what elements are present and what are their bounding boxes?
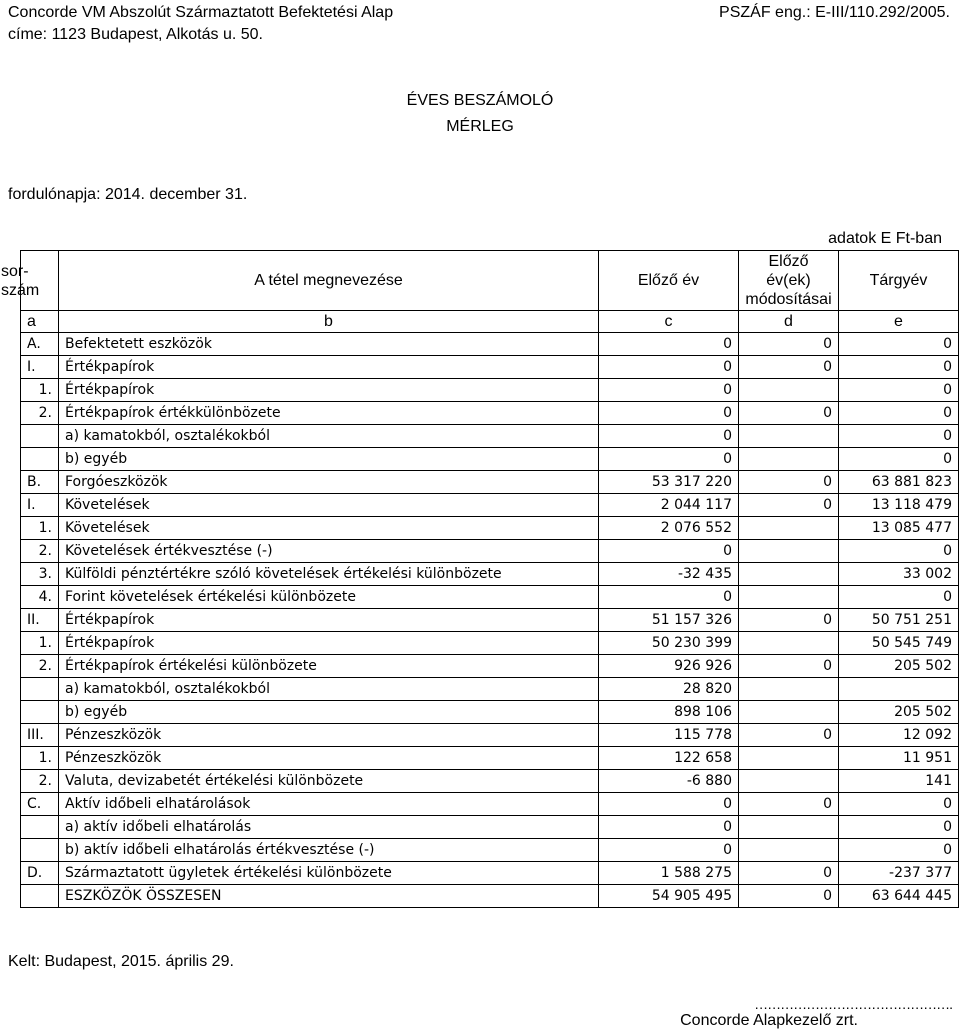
row-name: b) aktív időbeli elhatárolás értékvesztése (-) — [59, 839, 599, 862]
row-mod-value: 0 — [739, 356, 839, 379]
row-curr-value: 11 951 — [839, 747, 959, 770]
fund-address: címe: 1123 Budapest, Alkotás u. 50. — [8, 26, 263, 43]
row-name: a) kamatokból, osztalékokból — [59, 678, 599, 701]
row-name: Értékpapírok — [59, 632, 599, 655]
row-serial: II. — [21, 609, 59, 632]
row-curr-value: 0 — [839, 356, 959, 379]
row-curr-value: 63 644 445 — [839, 885, 959, 908]
row-mod-value: 0 — [739, 793, 839, 816]
row-name: Aktív időbeli elhatárolások — [59, 793, 599, 816]
row-name: Valuta, devizabetét értékelési különbözete — [59, 770, 599, 793]
row-name: b) egyéb — [59, 448, 599, 471]
row-prev-value: 0 — [599, 839, 739, 862]
row-mod-value — [739, 816, 839, 839]
table-row — [21, 563, 959, 586]
col-name-header: A tétel megnevezése — [59, 251, 599, 311]
row-mod-value — [739, 678, 839, 701]
row-mod-value — [739, 701, 839, 724]
fund-header — [8, 2, 393, 46]
row-prev-value: 2 076 552 — [599, 517, 739, 540]
row-prev-value: 1 588 275 — [599, 862, 739, 885]
col-mod-header — [739, 251, 839, 311]
row-name: Értékpapírok — [59, 356, 599, 379]
table-row — [21, 632, 959, 655]
row-serial — [21, 425, 59, 448]
row-mod-value — [739, 540, 839, 563]
row-serial — [21, 816, 59, 839]
row-curr-value — [839, 678, 959, 701]
row-serial — [21, 448, 59, 471]
row-curr-value: 0 — [839, 402, 959, 425]
fund-name: Concorde VM Abszolút Származtatott Befektetési Alap — [8, 4, 394, 21]
row-prev-value: 0 — [599, 402, 739, 425]
row-serial: 2. — [21, 540, 59, 563]
row-curr-value: 0 — [839, 816, 959, 839]
row-name: Származtatott ügyletek értékelési különbözete — [59, 862, 599, 885]
unit-note: adatok E Ft-ban — [828, 230, 942, 247]
signed-place-date: Kelt: Budapest, 2015. április 29. — [8, 953, 234, 970]
table-row — [21, 770, 959, 793]
row-serial — [21, 839, 59, 862]
row-mod-value: 0 — [739, 333, 839, 356]
table-row — [21, 678, 959, 701]
company-name: Concorde Alapkezelő zrt. — [680, 1012, 858, 1029]
row-name: Pénzeszközök — [59, 724, 599, 747]
row-prev-value: 2 044 117 — [599, 494, 739, 517]
row-curr-value: 141 — [839, 770, 959, 793]
row-name: Külföldi pénztértékre szóló követelések értékelési különbözete — [59, 563, 599, 586]
column-letter-row — [21, 311, 959, 333]
sheet-title: MÉRLEG — [446, 118, 514, 135]
row-serial — [21, 701, 59, 724]
row-prev-value: 898 106 — [599, 701, 739, 724]
letter-c: c — [599, 311, 739, 333]
row-curr-value: 13 085 477 — [839, 517, 959, 540]
row-name: Forgóeszközök — [59, 471, 599, 494]
col-serial-header — [1, 251, 39, 311]
row-serial: 3. — [21, 563, 59, 586]
signature-line: ………………………………………. — [754, 996, 952, 1012]
row-mod-value — [739, 586, 839, 609]
row-serial: 1. — [21, 517, 59, 540]
row-curr-value: 205 502 — [839, 655, 959, 678]
row-curr-value: 0 — [839, 839, 959, 862]
row-serial: 1. — [21, 747, 59, 770]
table-row — [21, 816, 959, 839]
row-serial: C. — [21, 793, 59, 816]
row-serial — [21, 885, 59, 908]
row-curr-value: -237 377 — [839, 862, 959, 885]
row-curr-value: 33 002 — [839, 563, 959, 586]
row-curr-value: 0 — [839, 793, 959, 816]
row-prev-value: 0 — [599, 816, 739, 839]
row-prev-value: -32 435 — [599, 563, 739, 586]
table-row — [21, 839, 959, 862]
report-title: ÉVES BESZÁMOLÓ — [406, 92, 554, 109]
row-prev-value: 0 — [599, 425, 739, 448]
row-prev-value: 0 — [599, 793, 739, 816]
row-serial: I. — [21, 356, 59, 379]
table-row — [21, 793, 959, 816]
row-mod-value — [739, 839, 839, 862]
row-prev-value: 28 820 — [599, 678, 739, 701]
table-row — [21, 494, 959, 517]
row-mod-value — [739, 425, 839, 448]
col-curr-header: Tárgyév — [839, 251, 959, 311]
row-curr-value: 13 118 479 — [839, 494, 959, 517]
table-header-row — [21, 251, 959, 311]
table-row — [21, 448, 959, 471]
row-name: Értékpapírok — [59, 379, 599, 402]
row-curr-value: 0 — [839, 540, 959, 563]
row-curr-value: 205 502 — [839, 701, 959, 724]
col-prev-header: Előző év — [599, 251, 739, 311]
row-name: Értékpapírok értékelési különbözete — [59, 655, 599, 678]
table-row — [21, 471, 959, 494]
col-serial-line2: szám — [1, 281, 40, 299]
row-serial: 1. — [21, 632, 59, 655]
row-mod-value — [739, 632, 839, 655]
row-curr-value: 50 751 251 — [839, 609, 959, 632]
row-serial: 4. — [21, 586, 59, 609]
row-name: Forint követelések értékelési különbözete — [59, 586, 599, 609]
row-name: Értékpapírok — [59, 609, 599, 632]
col-mod-line2: módosításai — [745, 291, 832, 308]
row-mod-value: 0 — [739, 494, 839, 517]
row-curr-value: 63 881 823 — [839, 471, 959, 494]
row-name: a) kamatokból, osztalékokból — [59, 425, 599, 448]
col-mod-line1: Előző év(ek) — [766, 253, 811, 289]
table-row — [21, 747, 959, 770]
row-serial: 1. — [21, 379, 59, 402]
row-prev-value: 51 157 326 — [599, 609, 739, 632]
row-mod-value — [739, 448, 839, 471]
row-name: a) aktív időbeli elhatárolás — [59, 816, 599, 839]
row-mod-value: 0 — [739, 655, 839, 678]
row-mod-value — [739, 747, 839, 770]
row-name: ESZKÖZÖK ÖSSZESEN — [59, 885, 599, 908]
balance-date: fordulónapja: 2014. december 31. — [8, 186, 248, 203]
table-row — [21, 356, 959, 379]
row-serial: III. — [21, 724, 59, 747]
table-row — [21, 701, 959, 724]
table-row — [21, 540, 959, 563]
row-name: Követelések értékvesztése (-) — [59, 540, 599, 563]
row-curr-value: 0 — [839, 379, 959, 402]
row-serial — [21, 678, 59, 701]
table-row — [21, 402, 959, 425]
table-row — [21, 333, 959, 356]
row-prev-value: 926 926 — [599, 655, 739, 678]
table-row — [21, 609, 959, 632]
row-mod-value: 0 — [739, 609, 839, 632]
table-row — [21, 379, 959, 402]
row-mod-value — [739, 517, 839, 540]
letter-a: a — [21, 311, 59, 333]
letter-e: e — [839, 311, 959, 333]
row-prev-value: 0 — [599, 356, 739, 379]
row-serial: 2. — [21, 770, 59, 793]
table-row — [21, 517, 959, 540]
row-prev-value: 122 658 — [599, 747, 739, 770]
row-mod-value — [739, 379, 839, 402]
row-serial: B. — [21, 471, 59, 494]
row-curr-value: 0 — [839, 333, 959, 356]
row-curr-value: 0 — [839, 586, 959, 609]
row-serial: 2. — [21, 402, 59, 425]
row-curr-value: 50 545 749 — [839, 632, 959, 655]
row-curr-value: 0 — [839, 448, 959, 471]
row-prev-value: 54 905 495 — [599, 885, 739, 908]
row-curr-value: 12 092 — [839, 724, 959, 747]
row-name: Követelések — [59, 517, 599, 540]
row-mod-value: 0 — [739, 724, 839, 747]
row-name: Pénzeszközök — [59, 747, 599, 770]
row-mod-value: 0 — [739, 402, 839, 425]
row-name: Befektetett eszközök — [59, 333, 599, 356]
row-prev-value: 0 — [599, 540, 739, 563]
row-name: Követelések — [59, 494, 599, 517]
row-serial: 2. — [21, 655, 59, 678]
row-mod-value: 0 — [739, 862, 839, 885]
table-row — [21, 655, 959, 678]
row-prev-value: 0 — [599, 448, 739, 471]
row-prev-value: 115 778 — [599, 724, 739, 747]
row-name: b) egyéb — [59, 701, 599, 724]
row-prev-value: 53 317 220 — [599, 471, 739, 494]
row-prev-value: 0 — [599, 379, 739, 402]
table-row — [21, 885, 959, 908]
row-prev-value: 0 — [599, 333, 739, 356]
row-prev-value: -6 880 — [599, 770, 739, 793]
row-serial: I. — [21, 494, 59, 517]
col-serial-line1: sor- — [1, 262, 29, 280]
row-mod-value — [739, 563, 839, 586]
row-mod-value: 0 — [739, 885, 839, 908]
row-prev-value: 0 — [599, 586, 739, 609]
table-row — [21, 586, 959, 609]
balance-sheet-table — [1, 250, 959, 908]
row-name: Értékpapírok értékkülönbözete — [59, 402, 599, 425]
row-serial: A. — [21, 333, 59, 356]
row-mod-value: 0 — [739, 471, 839, 494]
table-row — [21, 425, 959, 448]
registration-number: PSZÁF eng.: E-III/110.292/2005. — [719, 4, 950, 21]
row-mod-value — [739, 770, 839, 793]
row-serial: D. — [21, 862, 59, 885]
table-row — [21, 862, 959, 885]
row-curr-value: 0 — [839, 425, 959, 448]
table-row — [21, 724, 959, 747]
letter-d: d — [739, 311, 839, 333]
letter-b: b — [59, 311, 599, 333]
row-prev-value: 50 230 399 — [599, 632, 739, 655]
